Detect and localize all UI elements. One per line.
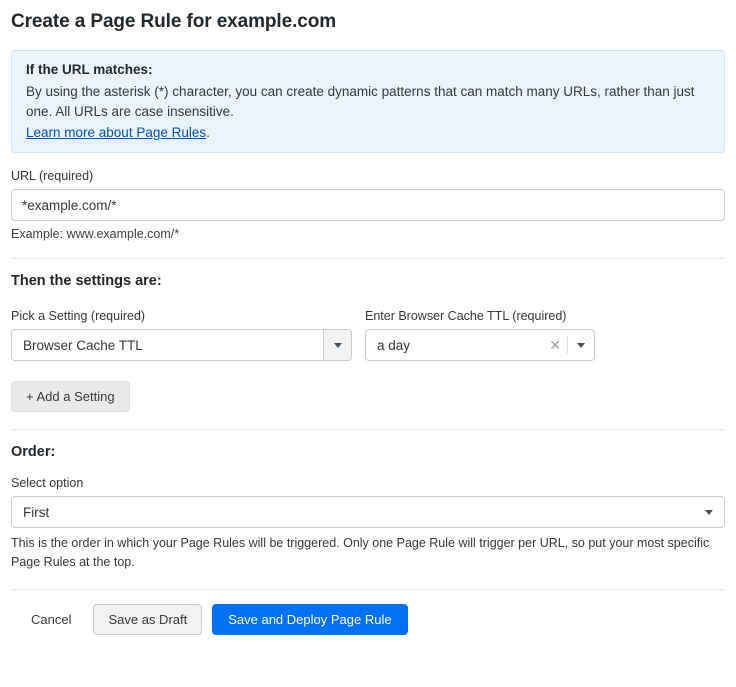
setting-picker-value: Browser Cache TTL (23, 337, 143, 353)
chevron-down-icon[interactable] (568, 343, 594, 348)
divider-order (11, 429, 725, 430)
chevron-down-icon[interactable] (323, 330, 351, 360)
order-select-label: Select option (11, 476, 84, 490)
page-rule-form (0, 11, 736, 687)
setting-picker-select[interactable] (11, 329, 352, 361)
url-input[interactable] (11, 189, 725, 221)
url-field-hint: Example: www.example.com/* (11, 227, 180, 241)
order-hint: This is the order in which your Page Rules will be triggered. Only one Page Rule will trigger per URL, so put your most specific Page Rules at the top. (11, 536, 710, 569)
setting-value-label: Enter Browser Cache TTL (required) (365, 309, 567, 323)
url-match-callout (11, 50, 725, 153)
save-as-draft-button[interactable]: Save as Draft (93, 604, 202, 635)
save-and-deploy-button[interactable]: Save and Deploy Page Rule (212, 604, 407, 635)
setting-picker-column (11, 293, 352, 361)
callout-link-suffix: . (206, 125, 210, 140)
url-field-label: URL (required) (11, 169, 94, 183)
form-actions (11, 604, 725, 635)
callout-link-row (26, 125, 710, 140)
cancel-button[interactable]: Cancel (11, 604, 91, 635)
learn-more-link[interactable]: Learn more about Page Rules (26, 125, 207, 140)
settings-row (11, 293, 725, 361)
setting-picker-label: Pick a Setting (required) (11, 309, 146, 323)
add-setting-button[interactable]: + Add a Setting (11, 381, 130, 412)
divider-actions (11, 589, 725, 590)
callout-title: If the URL matches: (26, 62, 153, 77)
callout-body: By using the asterisk (*) character, you can create dynamic patterns that can match many URLs, rather than just one. All URLs are case insensitive. (26, 84, 695, 119)
chevron-down-icon[interactable] (694, 510, 724, 515)
browser-cache-ttl-select[interactable] (365, 329, 595, 361)
browser-cache-ttl-value: a day (377, 337, 411, 353)
order-section-title: Order: (11, 444, 56, 460)
setting-value-column (365, 293, 595, 361)
clear-icon[interactable]: ✕ (549, 337, 561, 353)
settings-section-title: Then the settings are: (11, 273, 162, 289)
order-select-value: First (23, 504, 50, 520)
page-title: Create a Page Rule for example.com (11, 11, 337, 32)
order-select[interactable] (11, 496, 725, 528)
divider-settings (11, 258, 725, 259)
